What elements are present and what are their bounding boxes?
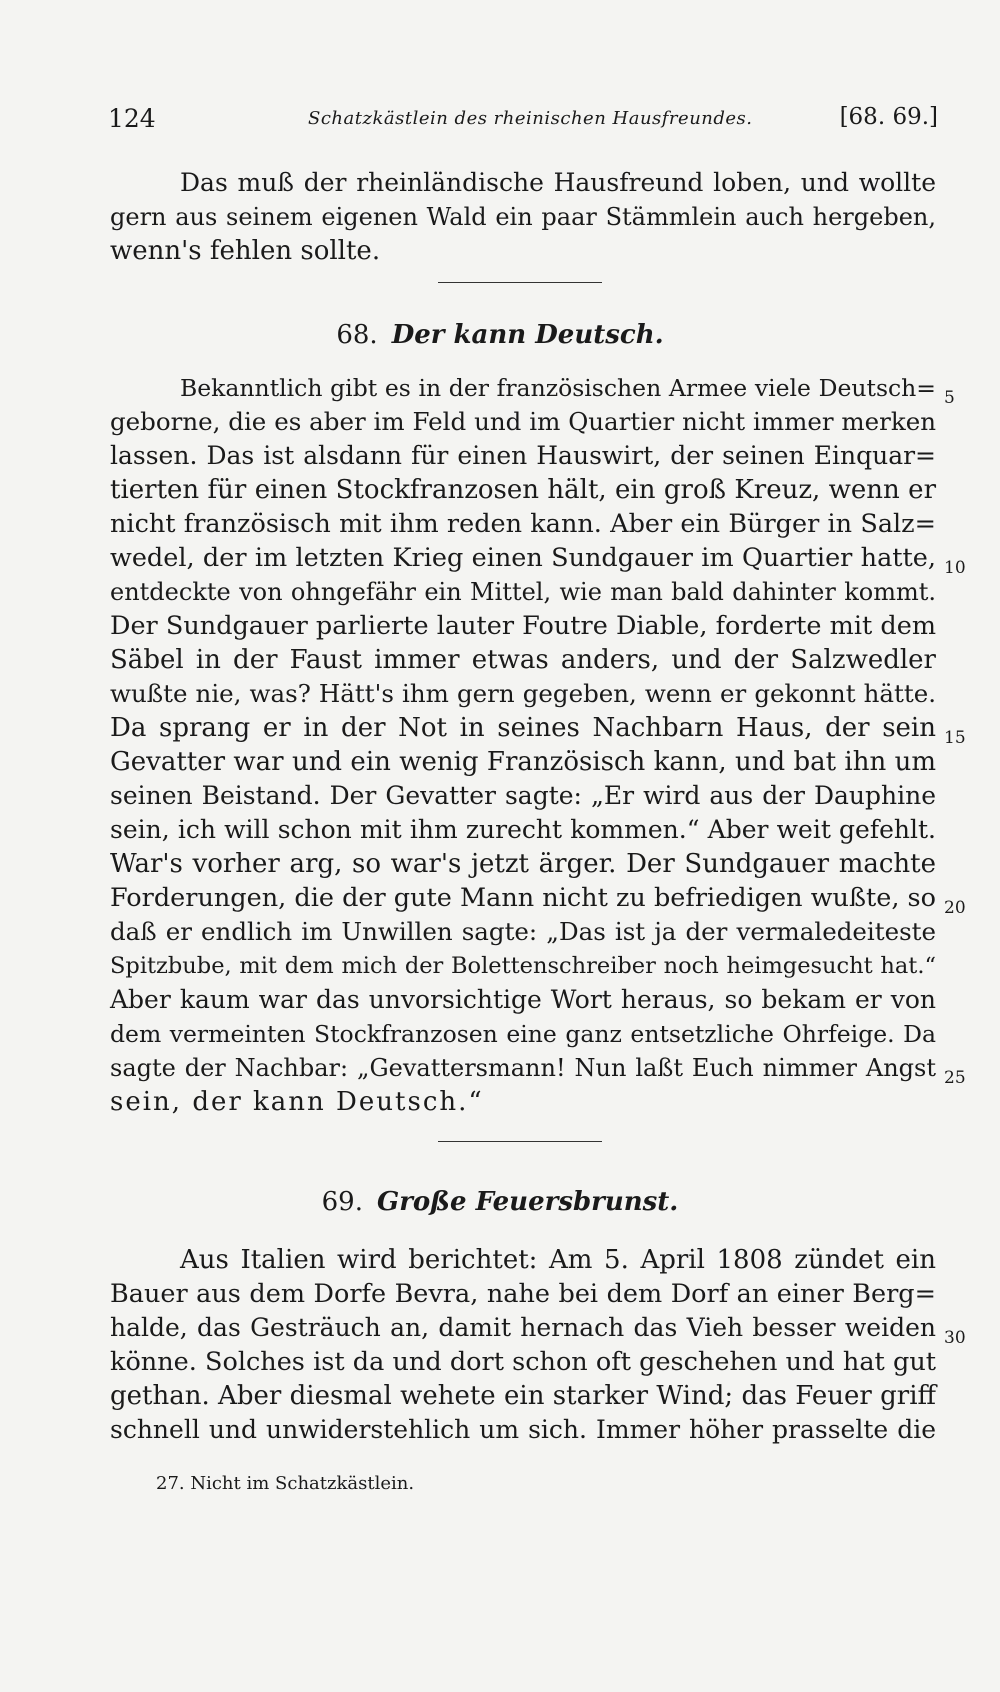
text-line: Da sprang er in der Not in seines Nachbarn Haus, der sein xyxy=(110,713,936,743)
text-line: wenn's fehlen sollte. xyxy=(110,236,381,266)
section-heading-68 xyxy=(0,320,1000,350)
text-line: tierten für einen Stockfranzosen hält, ein groß Kreuz, wenn er xyxy=(110,475,936,505)
running-title: Schatzkästlein des rheinischen Hausfreundes. xyxy=(308,108,753,129)
text-line: sein, der kann Deutsch.“ xyxy=(110,1087,484,1117)
text-line: Forderungen, die der gute Mann nicht zu befriedigen wußte, so xyxy=(110,883,936,913)
page-header xyxy=(108,104,938,144)
text-line: gern aus seinem eigenen Wald ein paar Stämmlein auch hergeben, xyxy=(110,203,936,231)
text-line: entdeckte von ohngefähr ein Mittel, wie man bald dahinter kommt. xyxy=(110,578,936,606)
text-line: sein, ich will schon mit ihm zurecht kommen.“ Aber weit gefehlt. xyxy=(110,815,936,844)
text-line: nicht französisch mit ihm reden kann. Aber ein Bürger in Salz= xyxy=(110,509,936,539)
text-line: schnell und unwiderstehlich um sich. Immer höher prasselte die xyxy=(110,1415,936,1444)
page-number: 124 xyxy=(108,104,156,133)
margin-line-number: 10 xyxy=(944,558,966,578)
margin-line-number: 20 xyxy=(944,898,966,918)
text-line: Aus Italien wird berichtet: Am 5. April 1808 zündet ein xyxy=(180,1245,936,1275)
section-title: Der kann Deutsch. xyxy=(391,320,664,350)
text-line: Der Sundgauer parlierte lauter Foutre Diable, forderte mit dem xyxy=(110,611,936,641)
text-line: Das muß der rheinländische Hausfreund loben, und wollte xyxy=(180,168,936,197)
margin-line-number: 25 xyxy=(944,1068,966,1088)
text-line: Aber kaum war das unvorsichtige Wort heraus, so bekam er von xyxy=(110,985,936,1014)
text-line: wußte nie, was? Hätt's ihm gern gegeben, wenn er gekonnt hätte. xyxy=(110,679,936,708)
text-line: seinen Beistand. Der Gevatter sagte: „Er wird aus der Dauphine xyxy=(110,781,936,810)
text-line: dem vermeinten Stockfranzosen eine ganz entsetzliche Ohrfeige. Da xyxy=(110,1020,936,1048)
text-line: geborne, die es aber im Feld und im Quartier nicht immer merken xyxy=(110,407,936,436)
text-line: Bauer aus dem Dorfe Bevra, nahe bei dem Dorf an einer Berg= xyxy=(110,1279,936,1309)
margin-line-number: 15 xyxy=(944,728,966,748)
text-line: Spitzbube, mit dem mich der Bolettenschreiber noch heimgesucht hat.“ xyxy=(110,953,936,979)
text-line: sagte der Nachbar: „Gevattersmann! Nun laßt Euch nimmer Angst xyxy=(110,1054,936,1082)
text-line: Säbel in der Faust immer etwas anders, und der Salzwedler xyxy=(110,645,936,675)
section-number: 69. xyxy=(321,1187,363,1217)
section-divider xyxy=(438,1141,602,1142)
text-line: könne. Solches ist da und dort schon oft geschehen und hat gut xyxy=(110,1347,936,1377)
section-range: [68. 69.] xyxy=(839,104,938,130)
margin-line-number: 5 xyxy=(944,388,955,408)
text-line: War's vorher arg, so war's jetzt ärger. Der Sundgauer machte xyxy=(110,849,936,879)
text-line: Bekanntlich gibt es in der französischen Armee viele Deutsch= xyxy=(180,374,936,402)
text-line: wedel, der im letzten Krieg einen Sundgauer im Quartier hatte, xyxy=(110,543,936,573)
section-divider xyxy=(438,282,602,283)
text-line: Gevatter war und ein wenig Französisch kann, und bat ihn um xyxy=(110,747,936,777)
margin-line-number: 30 xyxy=(944,1328,966,1348)
text-line: halde, das Gesträuch an, damit hernach das Vieh besser weiden xyxy=(110,1313,936,1342)
text-line: gethan. Aber diesmal wehete ein starker Wind; das Feuer griff xyxy=(110,1381,936,1411)
text-line: daß er endlich im Unwillen sagte: „Das ist ja der vermaledeiteste xyxy=(110,917,936,946)
section-number: 68. xyxy=(336,320,378,350)
footnote: 27. Nicht im Schatzkästlein. xyxy=(156,1473,415,1494)
text-line: lassen. Das ist alsdann für einen Hauswirt, der seinen Einquar= xyxy=(110,441,936,470)
section-title: Große Feuersbrunst. xyxy=(377,1187,679,1217)
section-heading-69 xyxy=(0,1187,1000,1217)
